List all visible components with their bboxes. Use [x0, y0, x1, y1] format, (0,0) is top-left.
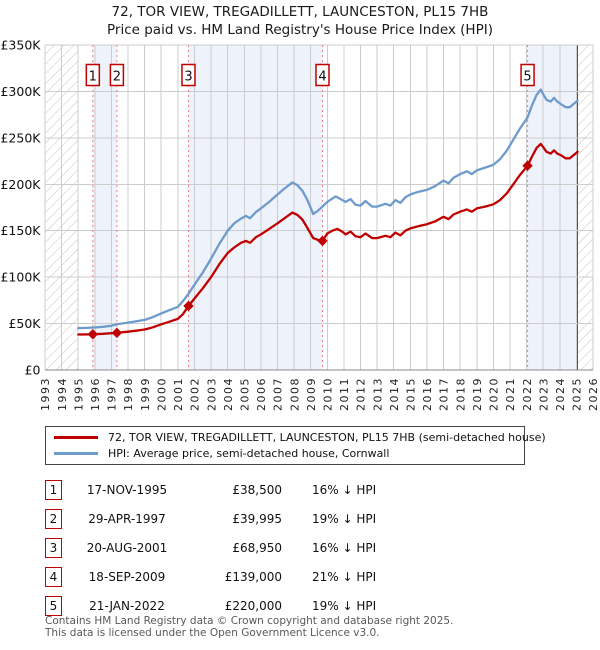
sale-hpi-diff: 21% ↓ HPI: [312, 569, 377, 584]
x-axis-label: 2021: [504, 377, 518, 411]
footer-line-1: Contains HM Land Registry data © Crown copyright and database right 2025.: [45, 615, 454, 627]
x-axis-label: 2001: [172, 377, 186, 411]
x-axis-label: 2000: [155, 377, 169, 411]
sale-number-badge: 4: [45, 567, 62, 587]
x-axis-label: 2023: [537, 377, 551, 411]
ownership-band: [528, 45, 578, 370]
x-axis-label: 2007: [271, 377, 285, 411]
y-axis-label: £250K: [0, 130, 41, 146]
sale-badge-number: 2: [112, 69, 122, 85]
sale-hpi-diff: 16% ↓ HPI: [312, 482, 377, 497]
title-subtitle: Price paid vs. HM Land Registry's House Price Index (HPI): [107, 22, 493, 38]
legend-item-price-paid: [46, 429, 546, 445]
legend-label-hpi: HPI: Average price, semi-detached house, Cornwall: [108, 446, 390, 460]
y-axis-label: £0: [24, 362, 41, 378]
x-axis-label: 2019: [470, 377, 484, 411]
x-axis-label: 2003: [205, 377, 219, 411]
x-axis-label: 2014: [387, 377, 401, 411]
x-axis-label: 2024: [553, 377, 567, 411]
x-axis-label: 2012: [354, 377, 368, 411]
x-axis-label: 2004: [221, 377, 235, 411]
x-axis-label: 2025: [570, 377, 584, 411]
x-axis-label: 1993: [39, 377, 53, 411]
price-paid-line-swatch: [54, 436, 98, 439]
legend: [45, 426, 546, 465]
x-axis-label: 2008: [288, 377, 302, 411]
x-axis-label: 2026: [587, 377, 600, 411]
x-axis-label: 2009: [304, 377, 318, 411]
x-axis-label: 2020: [487, 376, 501, 411]
footer-line-2: This data is licensed under the Open Government Licence v3.0.: [45, 626, 380, 639]
sale-date: 17-NOV-1995: [86, 482, 168, 497]
hpi-line: [78, 90, 577, 329]
x-axis-label: 1997: [105, 377, 119, 411]
ownership-band: [188, 45, 322, 370]
x-axis-label: 2015: [404, 377, 418, 411]
sales-table: [45, 475, 505, 620]
sale-price: £139,000: [224, 569, 282, 584]
sale-date: 20-AUG-2001: [86, 540, 168, 555]
sale-row: [45, 504, 505, 533]
sale-number-badge: 3: [45, 538, 62, 558]
sale-badge-number: 5: [523, 69, 532, 85]
x-axis-label: 2010: [321, 377, 335, 411]
x-axis-label: 2011: [338, 377, 352, 411]
y-axis-label: £50K: [8, 316, 41, 332]
x-axis-label: 2018: [454, 377, 468, 411]
x-axis-label: 2017: [437, 377, 451, 411]
sale-row: [45, 533, 505, 562]
sale-badge-number: 1: [88, 69, 97, 85]
y-axis-label: £200K: [0, 176, 41, 192]
x-axis-label: 1998: [122, 377, 136, 411]
sale-date: 18-SEP-2009: [88, 569, 166, 584]
chart-layers: [0, 38, 600, 412]
y-axis-label: £300K: [0, 83, 41, 99]
x-axis-label: 2013: [371, 377, 385, 411]
x-axis-label: 2006: [255, 377, 269, 411]
sale-number-badge: 2: [45, 509, 62, 529]
x-axis-label: 2016: [421, 377, 435, 411]
sale-badge-number: 3: [184, 69, 193, 85]
x-axis-label: 2002: [188, 377, 202, 411]
x-axis-label: 1994: [55, 377, 69, 411]
legend-label-price-paid: 72, TOR VIEW, TREGADILLETT, LAUNCESTON, PL15 7HB (semi-detached house): [108, 430, 546, 444]
x-axis-label: 1996: [89, 377, 103, 411]
x-axis-label: 2005: [238, 377, 252, 411]
sale-number-badge: 5: [45, 596, 62, 616]
sale-hpi-diff: 16% ↓ HPI: [312, 540, 377, 555]
sale-number-badge: 1: [45, 480, 62, 500]
sale-price: £38,500: [232, 482, 282, 497]
title-address: 72, TOR VIEW, TREGADILLETT, LAUNCESTON, PL15 7HB: [111, 4, 489, 20]
legend-item-hpi: [46, 445, 524, 461]
y-axis-label: £100K: [0, 269, 41, 285]
sale-date: 29-APR-1997: [88, 511, 166, 526]
copyright-footer: [45, 616, 453, 639]
y-axis-label: £150K: [0, 223, 41, 239]
ownership-band: [93, 45, 117, 370]
sale-row: [45, 475, 505, 504]
sale-price: £39,995: [232, 511, 282, 526]
sale-hpi-diff: 19% ↓ HPI: [312, 511, 377, 526]
y-axis-label: £350K: [0, 37, 41, 53]
price-paid-line: [78, 144, 577, 335]
hpi-line-swatch: [54, 452, 98, 455]
x-axis-label: 1999: [138, 377, 152, 411]
x-axis-label: 1995: [72, 377, 86, 411]
sale-badge-number: 4: [318, 69, 327, 85]
sale-hpi-diff: 19% ↓ HPI: [312, 598, 377, 613]
sale-row: [45, 562, 505, 591]
sale-date: 21-JAN-2022: [89, 598, 165, 613]
no-data-hatch: [578, 45, 593, 370]
sale-price: £68,950: [232, 540, 282, 555]
x-axis-label: 2022: [520, 377, 534, 411]
sale-price: £220,000: [224, 598, 282, 613]
